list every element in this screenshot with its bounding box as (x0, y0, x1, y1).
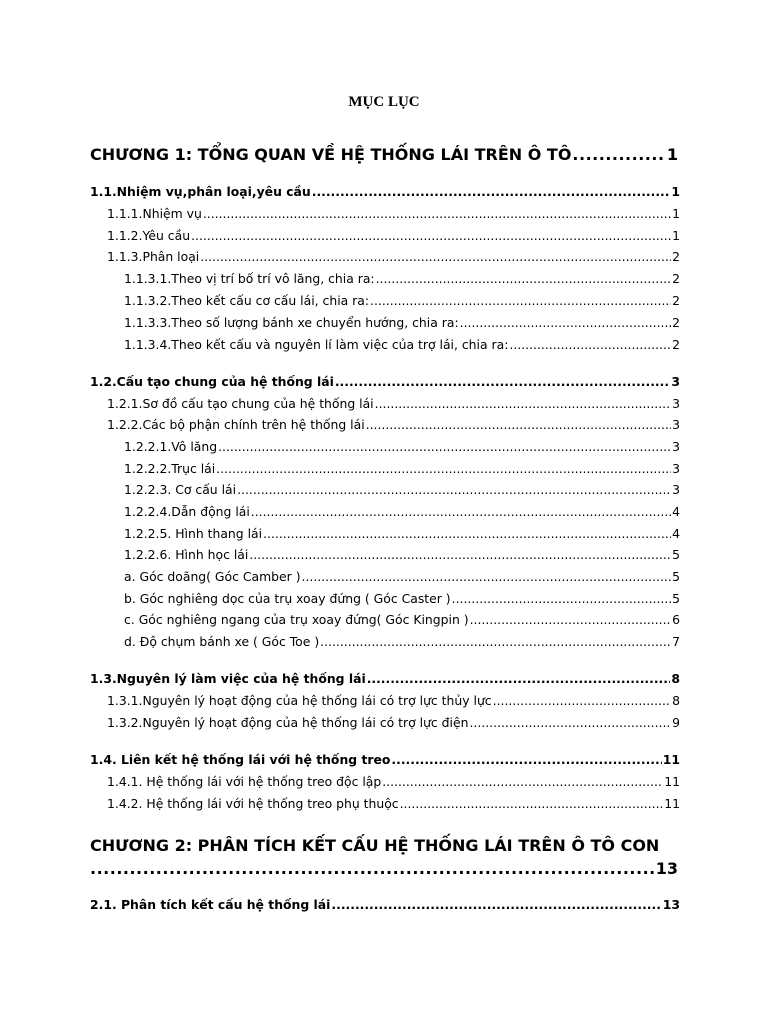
toc-entry[interactable] (124, 271, 680, 287)
toc-page-number: 3 (672, 461, 680, 476)
toc-leader (366, 417, 671, 433)
toc-leader (370, 293, 671, 309)
toc-entry-title: 1.1.3.1.Theo vị trí bố trí vô lăng, chia ra: (124, 271, 375, 286)
toc-entry-title: 1.1.3.3.Theo số lượng bánh xe chuyển hướng, chia ra: (124, 315, 459, 330)
toc-entry[interactable] (124, 634, 680, 650)
toc-page-number: 4 (672, 526, 680, 541)
toc-page-number: 3 (672, 417, 680, 432)
toc-page-number: 2 (672, 271, 680, 286)
toc-leader (470, 612, 672, 628)
toc-leader (376, 271, 672, 287)
toc-leader (200, 249, 671, 265)
toc-leader (237, 482, 671, 498)
toc-page-number: 11 (664, 774, 680, 789)
toc-entry-title: 1.1.2.Yêu cầu (107, 228, 191, 243)
toc-page-number: 4 (672, 504, 680, 519)
toc-entry[interactable] (90, 671, 680, 687)
toc-entry-title: d. Độ chụm bánh xe ( Góc Toe ) (124, 634, 320, 649)
toc-leader (367, 671, 671, 687)
toc-leader (302, 569, 672, 585)
toc-entry-title: 1.2.2.2.Trục lái (124, 461, 216, 476)
toc-entry-title: 1.1.3.2.Theo kết cấu cơ cấu lái, chia ra: (124, 293, 370, 308)
toc-leader (509, 337, 671, 353)
toc-entry-title: 1.2.Cấu tạo chung của hệ thống lái (90, 374, 334, 389)
toc-entry[interactable] (124, 504, 680, 520)
toc-page-number: 1 (666, 145, 678, 164)
toc-entry-title: 2.1. Phân tích kết cấu hệ thống lái (90, 897, 331, 912)
toc-entry[interactable] (90, 752, 680, 768)
toc-page-number: 11 (662, 752, 680, 767)
toc-leader (263, 526, 671, 542)
toc-leader (203, 206, 671, 222)
toc-page-number: 13 (655, 859, 678, 878)
toc-entry[interactable] (107, 715, 680, 731)
toc-leader (375, 396, 671, 412)
toc-page-number: 2 (672, 315, 680, 330)
toc-entry[interactable] (124, 591, 680, 607)
toc-entry-title: 1.2.2.Các bộ phận chính trên hệ thống lái (107, 417, 365, 432)
toc-entry-title: 1.3.2.Nguyên lý hoạt động của hệ thống lái có trợ lực điện (107, 715, 469, 730)
toc-entry[interactable] (124, 569, 680, 585)
toc-entry-title: 1.4. Liên kết hệ thống lái với hệ thống treo (90, 752, 391, 767)
toc-entry[interactable] (90, 184, 680, 200)
toc-leader (460, 315, 671, 331)
toc-entry[interactable] (124, 547, 680, 563)
toc-chapter-2-leader-line[interactable] (90, 859, 678, 879)
toc-leader (452, 591, 671, 607)
toc-page-number: 7 (672, 634, 680, 649)
toc-chapter-title: CHƯƠNG 1: TỔNG QUAN VỀ HỆ THỐNG LÁI TRÊN Ô TÔ (90, 145, 572, 164)
toc-leader (335, 374, 671, 390)
toc-entry-title: 1.1.3.4.Theo kết cấu và nguyên lí làm việc của trợ lái, chia ra: (124, 337, 509, 352)
toc-entry-title: 1.1.1.Nhiệm vụ (107, 206, 202, 221)
toc-chapter-2-title[interactable]: CHƯƠNG 2: PHÂN TÍCH KẾT CẤU HỆ THỐNG LÁI TRÊN Ô TÔ CON (90, 836, 660, 855)
page-title: MỤC LỤC (348, 94, 420, 110)
toc-page-number: 3 (672, 482, 680, 497)
toc-page-number: 2 (672, 293, 680, 308)
toc-page-number: 3 (672, 396, 680, 411)
toc-entry[interactable] (107, 774, 680, 790)
toc-leader (191, 228, 671, 244)
toc-entry-title: 1.2.2.4.Dẫn động lái (124, 504, 250, 519)
toc-leader (400, 796, 664, 812)
toc-page-number: 9 (672, 715, 680, 730)
toc-entry[interactable] (124, 461, 680, 477)
toc-leader (251, 504, 671, 520)
toc-entry[interactable] (124, 612, 680, 628)
toc-entry[interactable] (107, 249, 680, 265)
toc-page-number: 5 (672, 547, 680, 562)
toc-entry[interactable] (124, 293, 680, 309)
toc-entry[interactable] (107, 417, 680, 433)
toc-entry[interactable] (124, 526, 680, 542)
toc-leader (391, 752, 661, 768)
toc-page-number: 11 (664, 796, 680, 811)
toc-entry-title: c. Góc nghiêng ngang của trụ xoay đứng( Góc Kingpin ) (124, 612, 469, 627)
toc-entry[interactable] (124, 315, 680, 331)
toc-leader (572, 145, 665, 165)
toc-entry[interactable] (107, 206, 680, 222)
toc-entry-title: a. Góc doãng( Góc Camber ) (124, 569, 301, 584)
toc-leader (249, 547, 671, 563)
toc-leader (320, 634, 671, 650)
toc-page-number: 8 (671, 671, 680, 686)
toc-page-number: 13 (662, 897, 680, 912)
toc-leader (312, 184, 671, 200)
toc-entry-title: 1.3.1.Nguyên lý hoạt động của hệ thống lái có trợ lực thủy lực (107, 693, 492, 708)
toc-entry-title: 1.2.1.Sơ đồ cấu tạo chung của hệ thống lái (107, 396, 374, 411)
toc-entry[interactable] (107, 228, 680, 244)
toc-entry[interactable] (124, 439, 680, 455)
toc-page-number: 1 (671, 184, 680, 199)
toc-page-number: 1 (672, 206, 680, 221)
toc-entry-title: 1.3.Nguyên lý làm việc của hệ thống lái (90, 671, 366, 686)
toc-leader (216, 461, 671, 477)
toc-leader (90, 859, 655, 879)
toc-entry[interactable] (107, 796, 680, 812)
toc-entry-title: 1.1.Nhiệm vụ,phân loại,yêu cầu (90, 184, 311, 199)
toc-entry-title: 1.2.2.5. Hình thang lái (124, 526, 263, 541)
toc-page-number: 5 (672, 591, 680, 606)
toc-entry-title: 1.2.2.3. Cơ cấu lái (124, 482, 237, 497)
toc-entry[interactable] (90, 897, 680, 913)
toc-page-number: 2 (672, 337, 680, 352)
toc-page-number: 8 (672, 693, 680, 708)
toc-leader (493, 693, 671, 709)
toc-entry-title: b. Góc nghiêng dọc của trụ xoay đứng ( Góc Caster ) (124, 591, 451, 606)
toc-page-number: 2 (672, 249, 680, 264)
toc-entry-title: 1.2.2.1.Vô lăng (124, 439, 218, 454)
toc-leader (469, 715, 671, 731)
toc-entry[interactable] (107, 693, 680, 709)
toc-leader (218, 439, 671, 455)
toc-entry[interactable] (90, 374, 680, 390)
toc-entry-title: 1.2.2.6. Hình học lái (124, 547, 249, 562)
toc-entry[interactable] (124, 482, 680, 498)
toc-page-number: 6 (672, 612, 680, 627)
toc-entry-title: 1.4.2. Hệ thống lái với hệ thống treo phụ thuộc (107, 796, 399, 811)
toc-page-number: 5 (672, 569, 680, 584)
toc-entry[interactable] (124, 337, 680, 353)
toc-leader (382, 774, 663, 790)
toc-leader (331, 897, 661, 913)
toc-entry-title: 1.1.3.Phân loại (107, 249, 200, 264)
toc-chapter-1[interactable] (90, 145, 678, 165)
toc-page-number: 3 (671, 374, 680, 389)
toc-entry-title: 1.4.1. Hệ thống lái với hệ thống treo độc lập (107, 774, 382, 789)
toc-page-number: 1 (672, 228, 680, 243)
toc-entry[interactable] (107, 396, 680, 412)
toc-page-number: 3 (672, 439, 680, 454)
